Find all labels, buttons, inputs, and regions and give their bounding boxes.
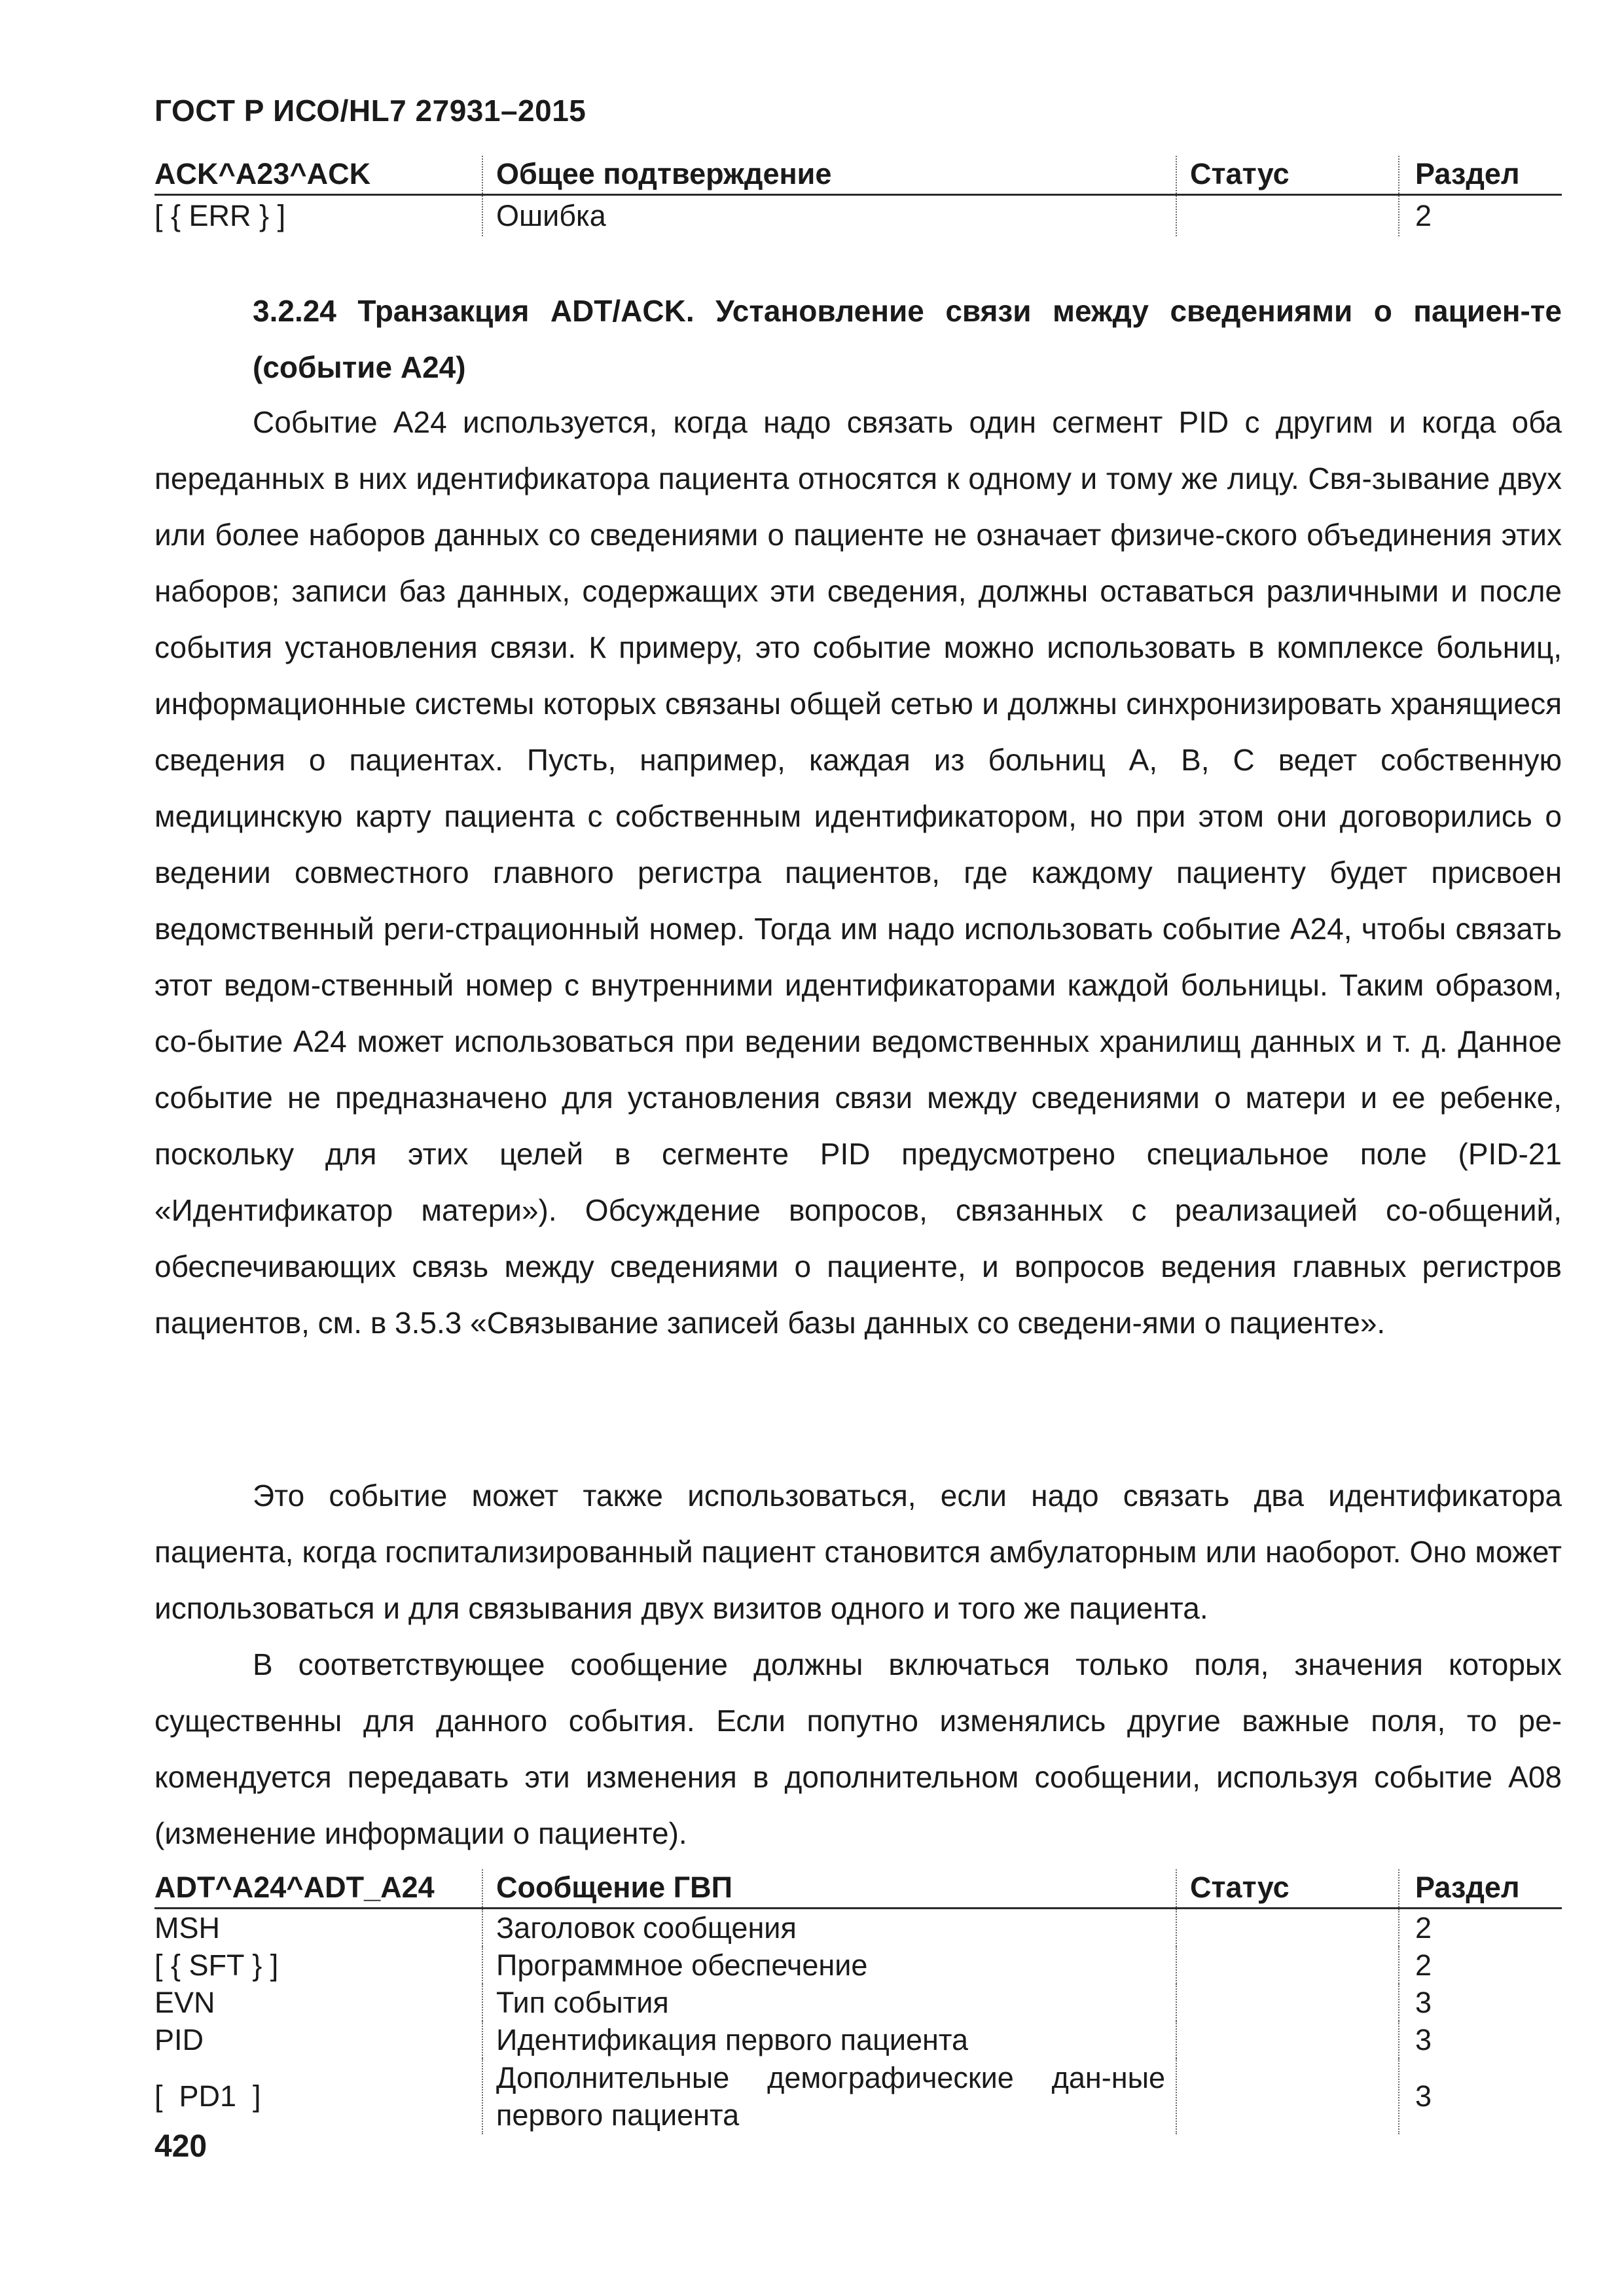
col-header-segment: ADT^A24^ADT_A24 (154, 1871, 435, 1904)
segment-cell: [ { SFT } ] (154, 1948, 279, 1982)
status-cell (1176, 1946, 1398, 1984)
description-text: Дополнительные демографические дан-ные первого пациента (496, 2061, 1165, 2132)
table-header-row (154, 1865, 1562, 1909)
section-cell: 3 (1398, 2058, 1562, 2134)
segment-cell: [ PD1 ] (154, 2079, 261, 2113)
section-cell: 2 (1398, 196, 1562, 236)
status-cell (1176, 2021, 1398, 2058)
segment-cell: PID (154, 2022, 204, 2056)
col-header-status: Статус (1176, 1869, 1398, 1907)
segment-cell: [ { ERR } ] (154, 199, 286, 232)
status-cell (1176, 196, 1398, 236)
table-row (154, 2021, 1562, 2058)
col-header-section: Раздел (1398, 156, 1562, 194)
description-cell: Заголовок сообщения (482, 1909, 1176, 1946)
paragraph-1: Событие A24 используется, когда надо связать один сегмент PID с другим и когда оба переданных в них идентификатора пациента относятся к одному и тому же лицу. Свя-зывание двух или более наборов данных со сведениями о пациенте не означает физиче-ского объединения этих наборов; записи баз данных, содержащих эти сведения, должны оставаться различными и после события установления связи. К примеру, это событие можно использовать в комплексе больниц, информационные системы которых связаны общей сетью и должны синхронизировать хранящиеся сведения о пациентах. Пусть, например, каждая из больниц А, В, С ведет собственную медицинскую карту пациента с собственным идентификатором, но при этом они договорились о ведении совместного главного регистра пациентов, где каждому пациенту будет присвоен ведомственный реги-страционный номер. Тогда им надо использовать событие A24, чтобы связать этот ведом-ственный номер с внутренними идентификаторами каждой больницы. Таким образом, со-бытие A24 может использоваться при ведении ведомственных хранилищ данных и т. д. Данное событие не предназначено для установления связи между сведениями о матери и ее ребенке, поскольку для этих целей в сегменте PID предусмотрено специальное поле (PID-21 «Идентификатор матери»). Обсуждение вопросов, связанных с реализацией со-общений, обеспечивающих связь между сведениями о пациенте, и вопросов ведения главных регистров пациентов, см. в 3.5.3 «Связывание записей базы данных со сведени-ями о пациенте». (154, 405, 1562, 1340)
description-cell: Ошибка (482, 196, 1176, 236)
page-number: 420 (154, 2129, 208, 2164)
segment-cell: MSH (154, 1910, 220, 1945)
table-row (154, 196, 1562, 236)
description-cell: Программное обеспечение (482, 1946, 1176, 1984)
adt-message-table (154, 1865, 1562, 2134)
section-cell: 3 (1398, 2021, 1562, 2058)
paragraph-3: В соответствующее сообщение должны включаться только поля, значения которых существенны для данного события. Если попутно изменялись другие важные поля, то ре-комендуется передавать эти изменения в дополнительном сообщении, используя событие A08 (изменение информации о пациенте). (154, 1647, 1562, 1850)
col-header-segment: ACK^A23^ACK (154, 157, 371, 190)
col-header-description: Общее подтверждение (482, 156, 1176, 194)
table-row (154, 2058, 1562, 2134)
ack-message-table (154, 152, 1562, 236)
col-header-section: Раздел (1398, 1869, 1562, 1907)
table-header-row (154, 152, 1562, 196)
paragraph-2: Это событие может также использоваться, если надо связать два идентификатора пациента, когда госпитализированный пациент становится амбулаторным или наоборот. Оно может использоваться и для связывания двух визитов одного и того же пациента. (154, 1479, 1562, 1625)
description-cell: Идентификация первого пациента (482, 2021, 1176, 2058)
segment-cell: EVN (154, 1985, 215, 2019)
section-heading: 3.2.24 Транзакция ADT/ACK. Установление связи между сведениями о пациен-те (событие A24) (253, 294, 1562, 384)
description-cell: Тип события (482, 1984, 1176, 2021)
col-header-status: Статус (1176, 156, 1398, 194)
section-cell: 3 (1398, 1984, 1562, 2021)
description-cell (482, 2058, 1176, 2134)
status-cell (1176, 2058, 1398, 2134)
status-cell (1176, 1909, 1398, 1946)
section-cell: 2 (1398, 1946, 1562, 1984)
section-cell: 2 (1398, 1909, 1562, 1946)
col-header-description: Сообщение ГВП (482, 1869, 1176, 1907)
table-row (154, 1909, 1562, 1946)
table-row (154, 1984, 1562, 2021)
table-row (154, 1946, 1562, 1984)
document-header: ГОСТ Р ИСО/HL7 27931–2015 (154, 94, 586, 128)
status-cell (1176, 1984, 1398, 2021)
